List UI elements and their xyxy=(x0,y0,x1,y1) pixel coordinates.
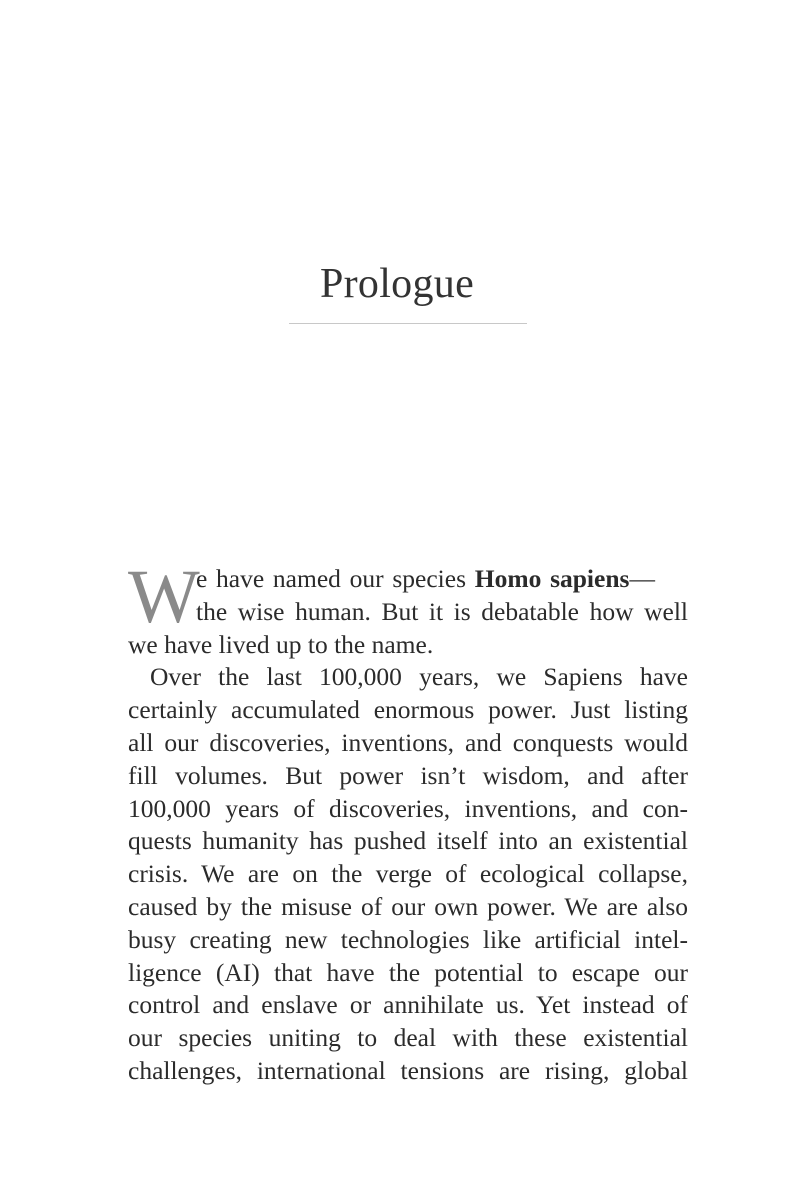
paragraph-2 xyxy=(128,661,688,1087)
text-line: crisis. We are on the verge of ecological collapse, xyxy=(128,859,688,889)
text-line: all our discoveries, inventions, and conquests would xyxy=(128,727,688,757)
text-line: control and enslave or annihilate us. Yet instead of xyxy=(128,990,688,1020)
drop-cap: W xyxy=(128,555,200,639)
em-dash: — xyxy=(629,564,655,593)
text-line: Over the last 100,000 years, we Sapiens have xyxy=(150,662,688,692)
species-name: Homo sapiens xyxy=(474,564,630,593)
text-line: busy creating new technologies like artificial intel- xyxy=(128,924,688,954)
text-line: fill volumes. But power isn’t wisdom, and after xyxy=(128,760,688,790)
text-line: ligence (AI) that have the potential to escape our xyxy=(128,957,688,987)
text-line: our species uniting to deal with these existential xyxy=(128,1023,688,1053)
text-line: certainly accumulated enormous power. Just listing xyxy=(128,695,688,725)
title-divider xyxy=(289,323,527,324)
body-text xyxy=(128,555,688,1088)
text-line: quests humanity has pushed itself into an existential xyxy=(128,826,688,856)
text-line xyxy=(128,563,688,596)
text-line: caused by the misuse of our own power. We are also xyxy=(128,891,688,921)
chapter-title: Prologue xyxy=(319,261,475,308)
text-line: challenges, international tensions are rising, global xyxy=(128,1055,688,1085)
text-line: 100,000 years of discoveries, inventions, and con- xyxy=(128,793,688,823)
paragraph-1 xyxy=(128,555,688,661)
text-line: we have lived up to the name. xyxy=(128,629,434,659)
text-line: the wise human. But it is debatable how well xyxy=(196,596,688,626)
text-run: e have named our species xyxy=(196,564,475,593)
